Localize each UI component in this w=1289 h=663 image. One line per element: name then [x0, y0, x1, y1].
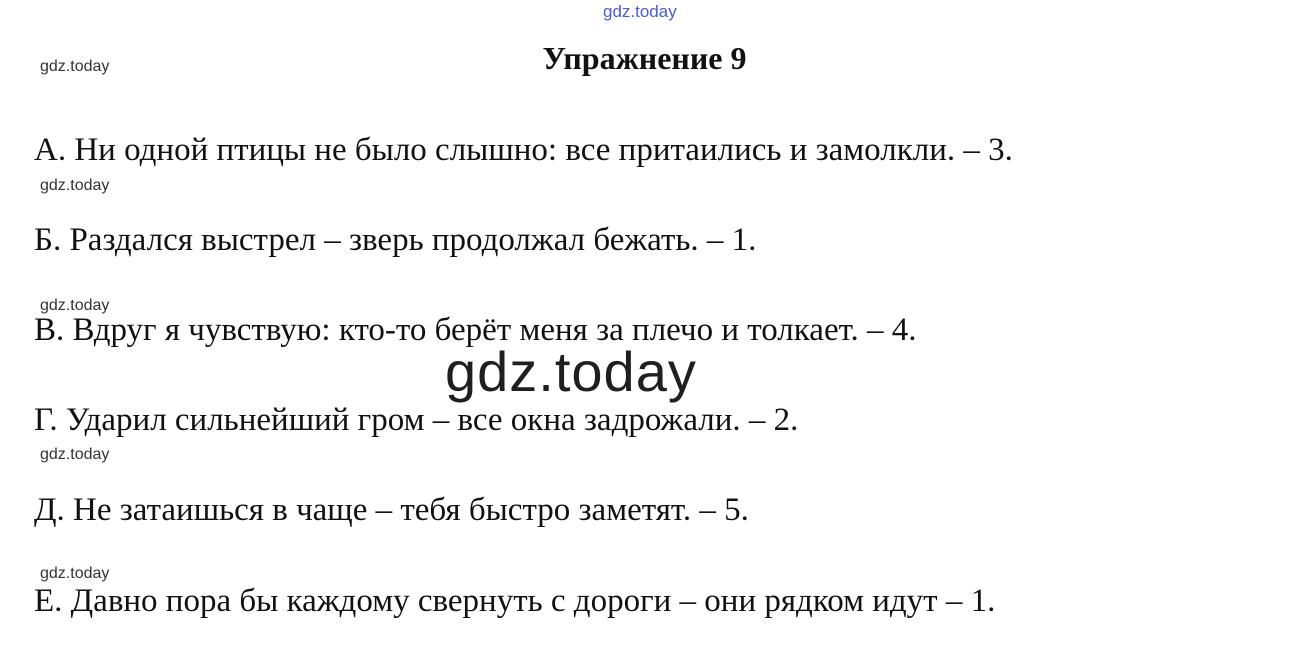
answer-line-v: В. Вдруг я чувствую: кто-то берёт меня за плечо и толкает. – 4.: [34, 312, 917, 348]
watermark-small: gdz.today: [40, 297, 110, 314]
watermark-small: gdz.today: [40, 446, 110, 463]
watermark-small: gdz.today: [40, 177, 110, 194]
center-watermark: gdz.today: [445, 340, 697, 403]
answer-line-d: Д. Не затаишься в чаще – тебя быстро заметят. – 5.: [34, 492, 749, 528]
watermark-small: gdz.today: [40, 565, 110, 582]
answer-line-e: Е. Давно пора бы каждому свернуть с дороги – они рядком идут – 1.: [34, 583, 996, 619]
answer-line-a: А. Ни одной птицы не было слышно: все притаились и замолкли. – 3.: [34, 132, 1013, 168]
top-watermark: gdz.today: [603, 2, 677, 21]
answer-line-g: Г. Ударил сильнейший гром – все окна задрожали. – 2.: [34, 402, 799, 438]
exercise-title: Упражнение 9: [542, 40, 747, 76]
watermark-small: gdz.today: [40, 58, 110, 75]
answer-line-b: Б. Раздался выстрел – зверь продолжал бежать. – 1.: [34, 222, 757, 258]
